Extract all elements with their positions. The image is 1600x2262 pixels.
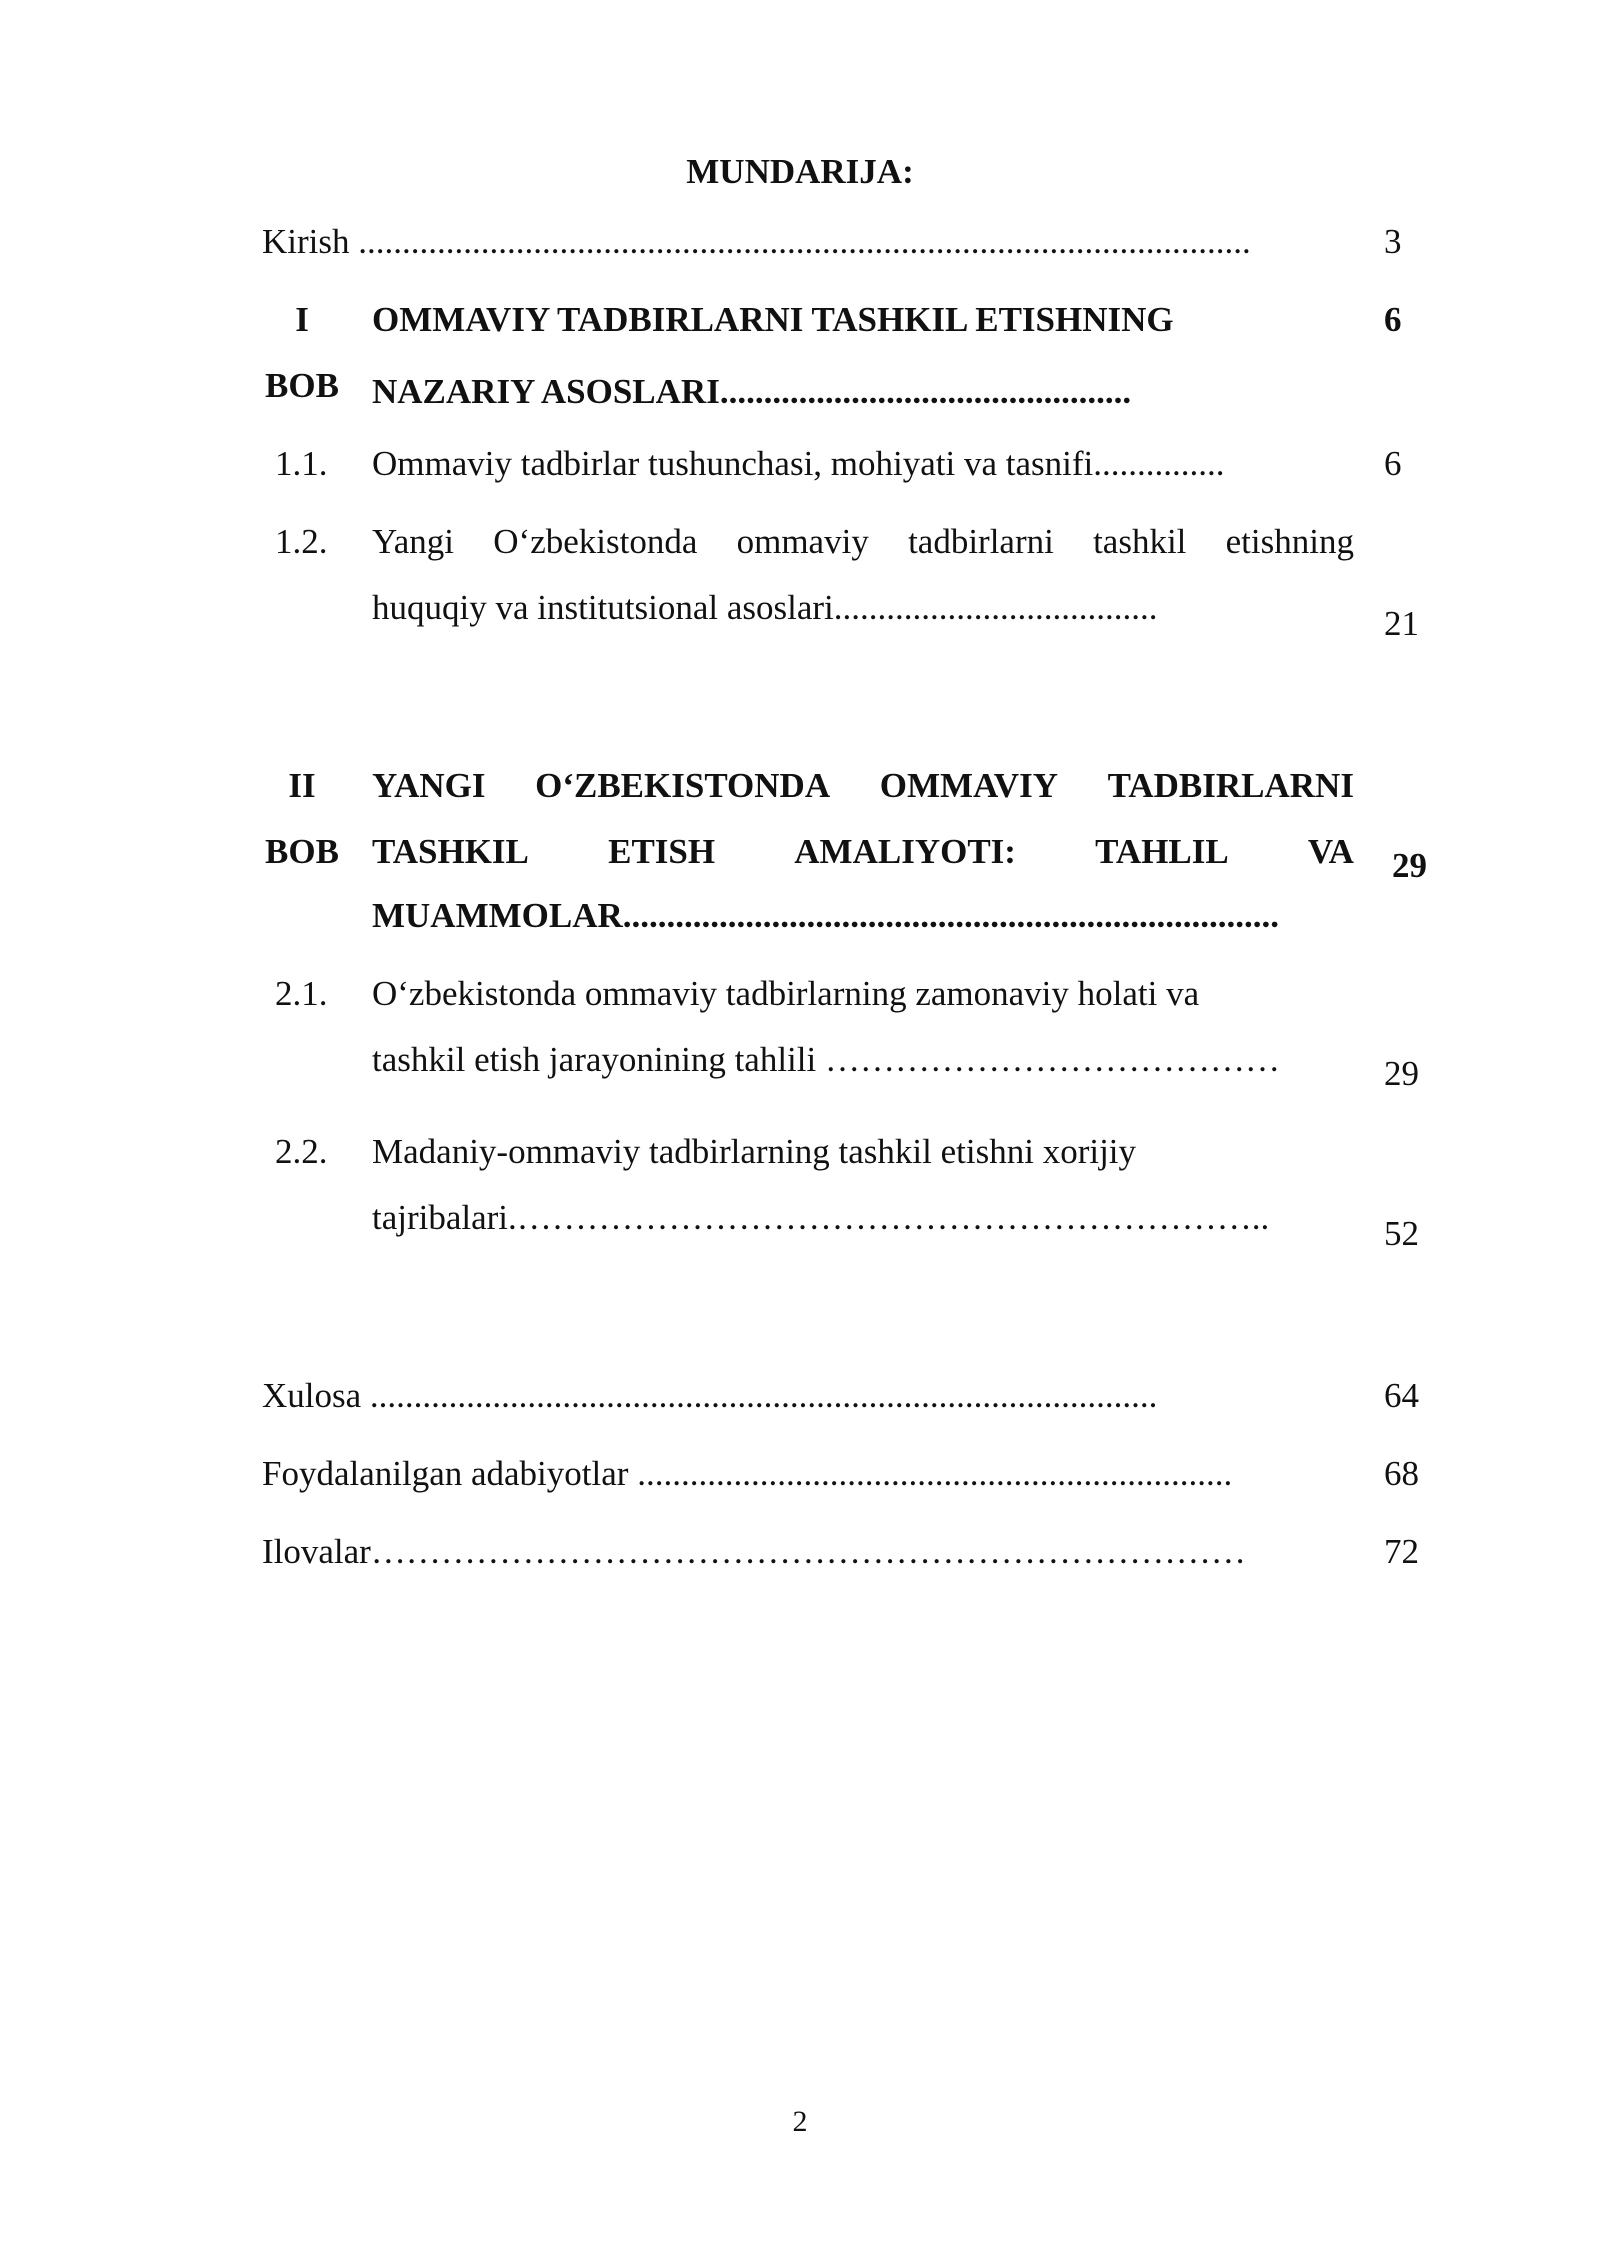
toc-page-number: 6 — [1384, 300, 1402, 339]
section-title-line — [372, 524, 1354, 559]
toc-entry-label: Kirish — [262, 222, 350, 261]
chapter-number: I — [295, 300, 309, 339]
section-number: 2.1. — [275, 974, 328, 1013]
section-title-line: Madaniy-ommaviy tadbirlarning tashkil etishni xorijiy — [372, 1132, 1137, 1171]
word: TADBIRLARNI — [1107, 766, 1354, 805]
section-number: 1.1. — [275, 444, 328, 483]
toc-entry-label: Ilovalar — [262, 1532, 371, 1571]
section-title-line: huquqiy va institutsional asoslari..................................... — [372, 588, 1158, 627]
word: TAHLIL — [1095, 832, 1229, 871]
word: tadbirlarni — [908, 522, 1054, 561]
toc-entry-conclusion — [262, 1378, 1157, 1413]
section-title-line: tashkil etish jarayonining tahlili ………………………………… — [372, 1040, 1280, 1079]
word: Yangi — [372, 522, 455, 561]
word: O‘zbekistonda — [493, 522, 698, 561]
word: O‘ZBEKISTONDA — [535, 766, 831, 805]
toc-title: MUNDARIJA: — [686, 152, 914, 191]
toc-entry-references — [262, 1456, 1232, 1491]
dot-leader: .................................................................... — [628, 1454, 1233, 1493]
section-number: 1.2. — [275, 522, 328, 561]
chapter-title-line — [372, 834, 1354, 869]
toc-page-number: 3 — [1384, 222, 1402, 261]
toc-page-number: 6 — [1384, 444, 1402, 483]
chapter-title-line: OMMAVIY TADBIRLARNI TASHKIL ETISHNING — [372, 300, 1174, 339]
toc-page-number: 29 — [1392, 846, 1427, 885]
chapter-title-line — [372, 768, 1354, 803]
word: OMMAVIY — [879, 766, 1058, 805]
word: AMALIYOTI: — [794, 832, 1016, 871]
word: YANGI — [372, 766, 486, 805]
toc-page-number: 64 — [1384, 1376, 1419, 1415]
toc-entry-label: Foydalanilgan adabiyotlar — [262, 1454, 629, 1493]
dot-leader: ...................................................................................................... — [349, 222, 1251, 261]
word: ETISH — [608, 832, 716, 871]
section-number: 2.2. — [275, 1132, 328, 1171]
page-number-footer: 2 — [792, 2105, 808, 2138]
toc-entry-appendix — [262, 1534, 1246, 1569]
dot-leader: ………………………………………………………………… — [370, 1532, 1246, 1571]
toc-page-number: 72 — [1384, 1532, 1419, 1571]
chapter-title-line: MUAMMOLAR........................................................................... — [372, 896, 1280, 935]
chapter-number: II — [288, 766, 316, 805]
toc-page-number: 52 — [1384, 1214, 1419, 1253]
toc-entry-label: Xulosa — [262, 1376, 362, 1415]
word: VA — [1307, 832, 1354, 871]
word: etishning — [1225, 522, 1354, 561]
chapter-title-line: NAZARIY ASOSLARI............................................... — [372, 372, 1132, 411]
section-title-line: tajribalari.……………………………………………………….. — [372, 1198, 1270, 1237]
toc-page-number: 21 — [1384, 604, 1419, 643]
word: tashkil — [1093, 522, 1187, 561]
toc-entry-intro — [262, 224, 1251, 259]
toc-page-number: 68 — [1384, 1454, 1419, 1493]
word: TASHKIL — [372, 832, 529, 871]
section-title: Ommaviy tadbirlar tushunchasi, mohiyati va tasnifi............... — [372, 444, 1225, 483]
dot-leader: .......................................................................................... — [361, 1376, 1158, 1415]
chapter-label: BOB — [265, 366, 339, 405]
word: ommaviy — [736, 522, 869, 561]
section-title-line: O‘zbekistonda ommaviy tadbirlarning zamonaviy holati va — [372, 974, 1200, 1013]
toc-page-number: 29 — [1384, 1054, 1419, 1093]
chapter-label: BOB — [265, 832, 339, 871]
